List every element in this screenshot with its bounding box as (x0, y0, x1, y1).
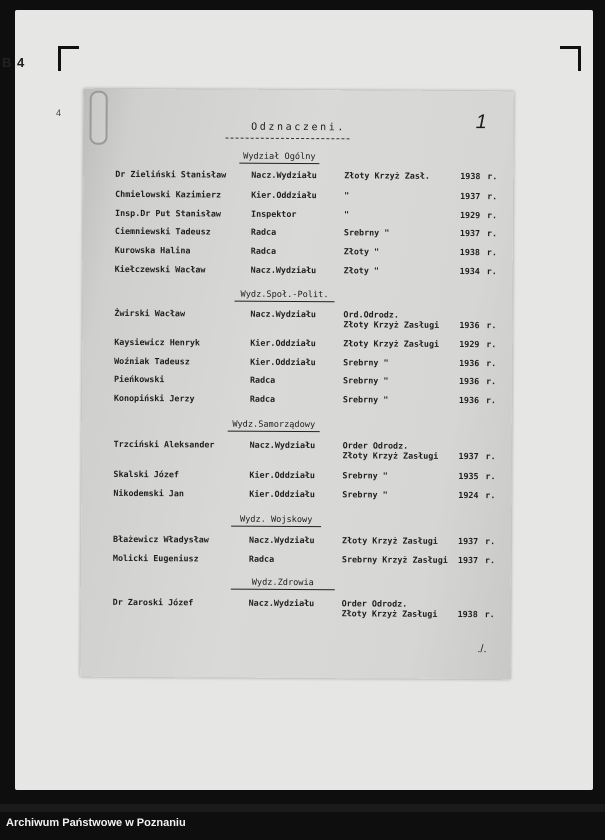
award-year: 1929 (460, 209, 481, 221)
person-name: Błażewicz Władysław (113, 533, 209, 545)
award-name: Złoty Krzyż Zasługi (342, 450, 439, 461)
crop-mark-top-right (560, 46, 581, 71)
title-underline (225, 138, 349, 140)
person-name: Chmielowski Kazimierz (115, 188, 222, 200)
position-title: Radca (250, 245, 277, 256)
award-row (82, 308, 512, 335)
department-heading: Wydz.Samorządowy (228, 420, 320, 433)
person-name: Skalski Józef (113, 468, 180, 480)
award-name: Srebrny " (342, 489, 388, 500)
person-name: Ciemniewski Tadeusz (114, 225, 211, 237)
award-name: Złoty Krzyż Zasługi (343, 319, 440, 330)
award-name: Złoty " (343, 265, 380, 276)
award-year: 1934 (459, 265, 480, 277)
year-suffix: r. (486, 339, 497, 350)
position-title: Nacz.Wydziału (251, 169, 317, 181)
year-suffix: r. (485, 451, 496, 462)
year-suffix: r. (486, 247, 497, 258)
person-name: Kaysiewicz Henryk (114, 336, 201, 348)
film-label: B 4 (2, 55, 26, 70)
department-heading: Wydz.Społ.-Polit. (235, 290, 335, 303)
position-title: Kier.Oddziału (251, 189, 317, 201)
department-heading: Wydział Ogólny (239, 152, 319, 164)
position-title: Inspektor (251, 208, 297, 219)
award-name: Złoty Krzyż Zasługi (343, 338, 440, 349)
award-row (82, 393, 512, 420)
year-suffix: r. (485, 490, 496, 501)
position-title: Kier.Oddziału (250, 337, 316, 349)
year-suffix: r. (485, 471, 496, 482)
department-heading: Wydz.Zdrowia (231, 578, 335, 591)
year-suffix: r. (486, 358, 497, 369)
crop-mark-top-left (58, 46, 79, 71)
person-name: Woźniak Tadeusz (114, 355, 190, 367)
award-year: 1938 (460, 170, 481, 182)
award-year: 1937 (458, 535, 479, 547)
person-name: Pieńkowski (113, 373, 165, 385)
award-name: Złoty Krzyż Zasługi (341, 608, 438, 619)
person-name: Dr Zieliński Stanisław (115, 168, 227, 180)
award-year: 1938 (457, 608, 478, 620)
position-title: Nacz.Wydziału (248, 597, 315, 609)
year-suffix: r. (487, 171, 498, 182)
person-name: Dr Zaroski Józef (112, 596, 194, 608)
position-title: Nacz.Wydziału (250, 308, 317, 320)
award-name: " (344, 190, 350, 201)
archive-credit: Archiwum Państwowe w Poznaniu (6, 817, 186, 829)
position-title: Radca (249, 393, 276, 404)
award-year: 1937 (460, 190, 481, 202)
award-year: 1935 (458, 470, 479, 482)
award-year: 1937 (457, 554, 479, 566)
award-row (82, 439, 512, 466)
award-year: 1936 (458, 394, 480, 406)
paper-clip-icon (89, 91, 107, 145)
award-name: Srebrny " (342, 375, 389, 386)
position-title: Nacz.Wydziału (249, 534, 315, 546)
award-year: 1936 (458, 375, 480, 387)
award-year: 1936 (459, 357, 480, 369)
award-year: 1937 (458, 450, 479, 462)
award-name: Złoty " (343, 246, 380, 257)
year-suffix: r. (485, 536, 496, 547)
person-name: Kurowska Halina (114, 244, 191, 256)
end-mark: ./. (477, 643, 487, 656)
person-name: Kiełczewski Wacław (114, 263, 206, 275)
person-name: Żwirski Wacław (114, 307, 186, 319)
award-row (81, 553, 511, 580)
year-suffix: r. (484, 555, 496, 566)
department-heading: Wydz. Wojskowy (231, 515, 321, 528)
year-suffix: r. (485, 395, 497, 406)
award-name: Order Odrodz. (341, 598, 408, 609)
year-suffix: r. (486, 320, 497, 331)
person-name: Nikodemski Jan (113, 487, 184, 499)
award-name: Srebrny " (343, 227, 390, 238)
award-name: Złoty Krzyż Zasługi (342, 535, 438, 546)
person-name: Trzciński Aleksander (113, 438, 215, 450)
position-title: Radca (250, 226, 277, 237)
year-suffix: r. (484, 609, 495, 620)
award-name: Złoty Krzyż Zasł. (344, 170, 431, 181)
award-year: 1937 (459, 227, 481, 239)
person-name: Molicki Eugeniusz (112, 552, 199, 564)
document-title: Odznaczeni. (251, 121, 347, 134)
award-year: 1924 (458, 489, 479, 501)
year-suffix: r. (486, 266, 497, 277)
page-number: 1 (475, 111, 487, 134)
year-suffix: r. (485, 376, 497, 387)
award-name: Ord.Odrodz. (343, 309, 399, 320)
award-year: 1938 (459, 246, 481, 258)
award-row (83, 264, 513, 291)
position-title: Nacz.Wydziału (249, 439, 316, 451)
year-suffix: r. (487, 191, 498, 202)
person-name: Insp.Dr Put Stanisław (115, 207, 221, 219)
position-title: Nacz.Wydziału (250, 264, 317, 276)
award-name: " (344, 209, 350, 220)
film-corner-note: 4 (56, 108, 62, 118)
award-year: 1929 (459, 338, 480, 350)
award-row (81, 597, 511, 624)
year-suffix: r. (487, 210, 498, 221)
year-suffix: r. (486, 228, 498, 239)
award-year: 1936 (459, 319, 480, 331)
award-name: Srebrny " (342, 470, 388, 481)
award-name: Srebrny " (342, 394, 389, 405)
position-title: Radca (248, 553, 275, 564)
position-title: Radca (249, 374, 276, 385)
award-name: Order Odrodz. (342, 440, 409, 451)
position-title: Kier.Oddziału (250, 356, 316, 368)
award-name: Srebrny " (343, 357, 389, 368)
footer-divider (0, 804, 605, 812)
position-title: Kier.Oddziału (249, 488, 315, 500)
position-title: Kier.Oddziału (249, 469, 316, 481)
award-row (81, 488, 511, 515)
document-sheet (80, 89, 514, 680)
person-name: Konopiński Jerzy (113, 392, 195, 404)
award-name: Srebrny Krzyż Zasługi (341, 554, 448, 565)
